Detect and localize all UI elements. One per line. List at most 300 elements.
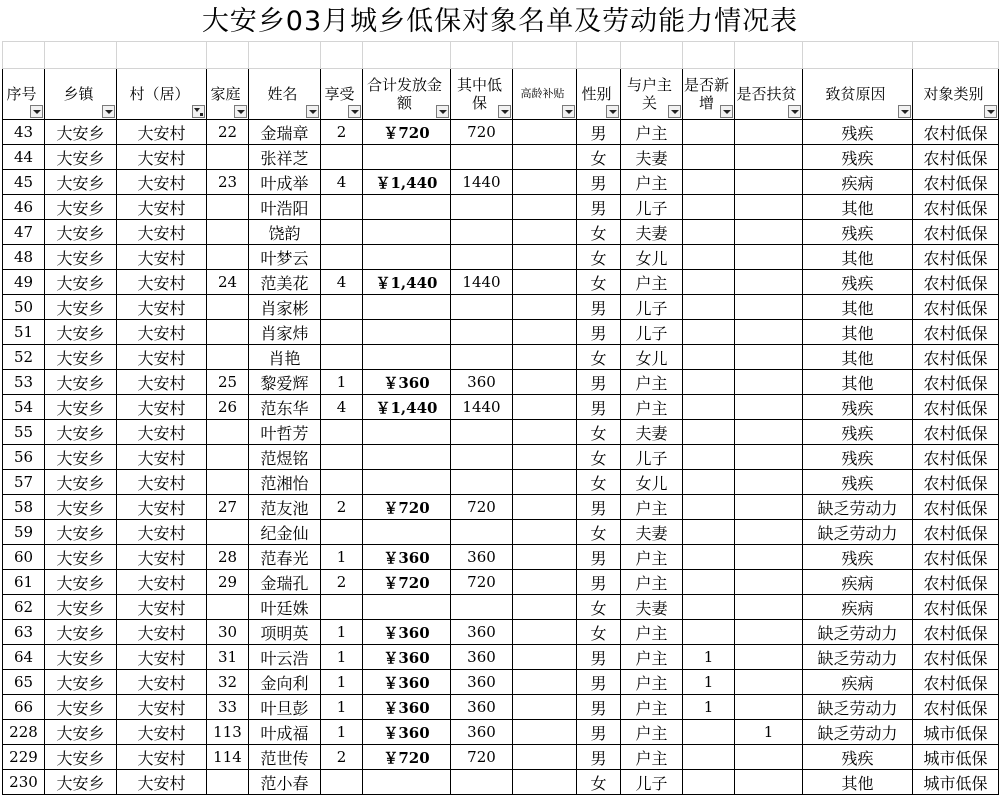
table-cell[interactable] [451,145,513,170]
table-cell[interactable]: 大安乡 [45,220,117,245]
table-cell[interactable] [513,295,577,320]
table-cell[interactable]: 1440 [451,395,513,420]
table-cell[interactable]: 范世传 [249,745,321,770]
table-cell[interactable]: 大安乡 [45,720,117,745]
table-cell[interactable]: 农村低保 [913,195,999,220]
filter-dropdown-icon[interactable] [788,105,801,118]
table-cell[interactable] [683,520,735,545]
table-cell[interactable]: 农村低保 [913,220,999,245]
table-cell[interactable] [735,145,803,170]
table-cell[interactable]: 农村低保 [913,570,999,595]
table-cell[interactable]: 女 [577,420,621,445]
table-cell[interactable]: 1 [735,720,803,745]
table-cell[interactable]: 饶韵 [249,220,321,245]
filter-dropdown-icon[interactable] [562,105,575,118]
table-cell[interactable]: 大安村 [117,745,207,770]
table-cell[interactable] [683,345,735,370]
table-cell[interactable]: ￥1,440 [363,270,451,295]
table-cell[interactable]: 4 [321,270,363,295]
filter-dropdown-icon[interactable] [498,105,511,118]
table-cell[interactable]: 户主 [621,695,683,720]
table-cell[interactable]: 大安村 [117,595,207,620]
table-cell[interactable]: 64 [3,645,45,670]
table-cell[interactable]: 1 [321,545,363,570]
table-cell[interactable]: 疾病 [803,170,913,195]
table-cell[interactable]: 大安乡 [45,120,117,145]
table-cell[interactable] [735,195,803,220]
table-cell[interactable]: 缺乏劳动力 [803,645,913,670]
table-cell[interactable]: 230 [3,770,45,795]
table-cell[interactable]: 户主 [621,495,683,520]
table-cell[interactable]: 叶梦云 [249,245,321,270]
table-cell[interactable]: 大安村 [117,545,207,570]
table-cell[interactable]: 大安村 [117,120,207,145]
table-cell[interactable]: 户主 [621,170,683,195]
table-cell[interactable]: 纪金仙 [249,520,321,545]
table-cell[interactable]: 大安乡 [45,395,117,420]
table-cell[interactable]: 大安村 [117,270,207,295]
table-cell[interactable] [683,370,735,395]
table-cell[interactable]: 大安乡 [45,745,117,770]
table-cell[interactable] [683,220,735,245]
table-cell[interactable]: 户主 [621,745,683,770]
table-cell[interactable] [451,520,513,545]
table-cell[interactable]: 50 [3,295,45,320]
table-cell[interactable]: 1 [321,370,363,395]
table-cell[interactable] [735,420,803,445]
table-cell[interactable]: 金瑞章 [249,120,321,145]
table-cell[interactable]: 缺乏劳动力 [803,695,913,720]
table-cell[interactable]: 男 [577,120,621,145]
table-cell[interactable]: 大安乡 [45,245,117,270]
table-cell[interactable]: 大安村 [117,445,207,470]
table-cell[interactable] [363,595,451,620]
table-cell[interactable]: 360 [451,645,513,670]
table-cell[interactable]: 49 [3,270,45,295]
table-cell[interactable] [683,545,735,570]
table-cell[interactable] [513,695,577,720]
table-cell[interactable]: 大安村 [117,395,207,420]
filter-dropdown-icon[interactable] [606,105,619,118]
table-cell[interactable]: 大安乡 [45,595,117,620]
table-cell[interactable] [735,745,803,770]
table-cell[interactable] [513,520,577,545]
filter-active-dropdown-icon[interactable] [192,105,205,118]
table-cell[interactable]: 户主 [621,720,683,745]
table-cell[interactable] [735,445,803,470]
table-cell[interactable]: 大安乡 [45,345,117,370]
table-cell[interactable] [513,245,577,270]
table-cell[interactable]: 大安村 [117,520,207,545]
table-cell[interactable] [683,495,735,520]
table-cell[interactable] [683,470,735,495]
table-cell[interactable]: 农村低保 [913,320,999,345]
table-cell[interactable] [683,120,735,145]
table-cell[interactable] [513,670,577,695]
table-cell[interactable]: 户主 [621,545,683,570]
table-cell[interactable]: 大安村 [117,245,207,270]
table-cell[interactable]: 城市低保 [913,720,999,745]
table-cell[interactable]: 女 [577,345,621,370]
table-cell[interactable]: 男 [577,170,621,195]
table-cell[interactable]: 大安乡 [45,295,117,320]
table-cell[interactable]: 1440 [451,170,513,195]
table-cell[interactable]: 农村低保 [913,120,999,145]
table-cell[interactable]: 360 [451,720,513,745]
table-cell[interactable] [735,395,803,420]
table-cell[interactable]: 农村低保 [913,270,999,295]
table-cell[interactable] [683,445,735,470]
table-cell[interactable] [513,595,577,620]
table-cell[interactable]: 大安乡 [45,170,117,195]
table-cell[interactable]: 43 [3,120,45,145]
table-cell[interactable]: 女儿 [621,470,683,495]
table-cell[interactable]: 28 [207,545,249,570]
table-cell[interactable] [321,520,363,545]
table-cell[interactable] [207,420,249,445]
table-cell[interactable]: 53 [3,370,45,395]
table-cell[interactable] [683,595,735,620]
table-cell[interactable]: 夫妻 [621,520,683,545]
table-cell[interactable]: 残疾 [803,270,913,295]
table-cell[interactable]: ￥720 [363,745,451,770]
table-cell[interactable] [207,145,249,170]
table-cell[interactable]: 大安乡 [45,695,117,720]
table-cell[interactable]: ￥360 [363,720,451,745]
table-cell[interactable]: 城市低保 [913,770,999,795]
table-cell[interactable]: 男 [577,720,621,745]
table-cell[interactable]: 叶廷姝 [249,595,321,620]
table-cell[interactable]: 儿子 [621,445,683,470]
table-cell[interactable]: 男 [577,670,621,695]
table-cell[interactable] [513,145,577,170]
table-cell[interactable]: 夫妻 [621,420,683,445]
table-cell[interactable]: 2 [321,495,363,520]
table-cell[interactable]: 360 [451,620,513,645]
table-cell[interactable] [683,245,735,270]
table-cell[interactable]: 女 [577,445,621,470]
table-cell[interactable]: ￥1,440 [363,395,451,420]
table-cell[interactable]: 51 [3,320,45,345]
table-cell[interactable] [513,220,577,245]
table-cell[interactable]: 720 [451,495,513,520]
table-cell[interactable]: 残疾 [803,395,913,420]
table-cell[interactable] [207,220,249,245]
table-cell[interactable]: 1 [683,695,735,720]
table-cell[interactable]: 2 [321,570,363,595]
table-cell[interactable]: 范湘怡 [249,470,321,495]
table-cell[interactable]: 大安村 [117,645,207,670]
table-cell[interactable]: 大安乡 [45,370,117,395]
table-cell[interactable]: 59 [3,520,45,545]
table-cell[interactable]: 儿子 [621,770,683,795]
table-cell[interactable] [513,470,577,495]
table-cell[interactable] [735,470,803,495]
table-cell[interactable] [207,470,249,495]
table-cell[interactable]: 肖艳 [249,345,321,370]
table-cell[interactable]: 66 [3,695,45,720]
table-cell[interactable]: 大安村 [117,670,207,695]
table-cell[interactable]: 叶成举 [249,170,321,195]
table-cell[interactable]: 户主 [621,670,683,695]
table-cell[interactable]: 33 [207,695,249,720]
table-cell[interactable]: 62 [3,595,45,620]
table-cell[interactable]: 大安村 [117,495,207,520]
table-cell[interactable]: 夫妻 [621,595,683,620]
table-cell[interactable]: 45 [3,170,45,195]
table-cell[interactable]: 114 [207,745,249,770]
table-cell[interactable]: 男 [577,545,621,570]
table-cell[interactable] [735,595,803,620]
table-cell[interactable] [451,320,513,345]
table-cell[interactable]: 大安乡 [45,420,117,445]
table-cell[interactable]: 大安乡 [45,195,117,220]
table-cell[interactable]: 户主 [621,270,683,295]
table-cell[interactable]: 范春光 [249,545,321,570]
filter-dropdown-icon[interactable] [984,105,997,118]
table-cell[interactable]: 女 [577,595,621,620]
table-cell[interactable] [207,245,249,270]
table-cell[interactable]: ￥720 [363,120,451,145]
table-cell[interactable] [683,745,735,770]
table-cell[interactable] [513,395,577,420]
table-cell[interactable]: 农村低保 [913,420,999,445]
table-cell[interactable] [683,570,735,595]
table-cell[interactable]: 大安村 [117,170,207,195]
table-cell[interactable]: 女儿 [621,345,683,370]
table-cell[interactable] [451,470,513,495]
table-cell[interactable] [207,295,249,320]
table-cell[interactable]: 大安村 [117,770,207,795]
table-cell[interactable]: 缺乏劳动力 [803,495,913,520]
table-cell[interactable]: 360 [451,545,513,570]
table-cell[interactable]: 大安乡 [45,145,117,170]
table-cell[interactable]: 农村低保 [913,545,999,570]
filter-dropdown-icon[interactable] [102,105,115,118]
filter-dropdown-icon[interactable] [306,105,319,118]
table-cell[interactable]: 1 [321,695,363,720]
table-cell[interactable]: 农村低保 [913,345,999,370]
table-cell[interactable] [207,345,249,370]
table-cell[interactable]: 大安村 [117,720,207,745]
table-cell[interactable]: 1 [321,720,363,745]
table-cell[interactable]: 63 [3,620,45,645]
table-cell[interactable]: 农村低保 [913,695,999,720]
table-cell[interactable]: 25 [207,370,249,395]
table-cell[interactable]: 范美花 [249,270,321,295]
table-cell[interactable]: 范小春 [249,770,321,795]
table-cell[interactable] [735,320,803,345]
table-cell[interactable]: 720 [451,745,513,770]
table-cell[interactable] [735,520,803,545]
table-cell[interactable] [683,295,735,320]
table-cell[interactable] [735,295,803,320]
table-cell[interactable] [363,245,451,270]
table-cell[interactable] [735,545,803,570]
table-cell[interactable] [513,370,577,395]
table-cell[interactable] [513,120,577,145]
table-cell[interactable]: 大安村 [117,420,207,445]
table-cell[interactable]: 2 [321,745,363,770]
table-cell[interactable] [451,345,513,370]
table-cell[interactable]: 46 [3,195,45,220]
table-cell[interactable]: 大安乡 [45,620,117,645]
table-cell[interactable]: 大安乡 [45,545,117,570]
table-cell[interactable]: 228 [3,720,45,745]
table-cell[interactable] [363,470,451,495]
table-cell[interactable] [683,195,735,220]
table-cell[interactable]: 男 [577,295,621,320]
table-cell[interactable]: 农村低保 [913,245,999,270]
table-cell[interactable]: 农村低保 [913,145,999,170]
table-cell[interactable]: 女 [577,520,621,545]
table-cell[interactable]: 残疾 [803,470,913,495]
table-cell[interactable] [513,745,577,770]
table-cell[interactable]: 1440 [451,270,513,295]
table-cell[interactable] [207,320,249,345]
table-cell[interactable] [513,495,577,520]
table-cell[interactable]: 其他 [803,345,913,370]
table-cell[interactable]: 男 [577,745,621,770]
table-cell[interactable]: 女儿 [621,245,683,270]
table-cell[interactable]: 农村低保 [913,445,999,470]
table-cell[interactable]: 儿子 [621,295,683,320]
table-cell[interactable]: 男 [577,695,621,720]
table-cell[interactable]: 大安村 [117,195,207,220]
table-cell[interactable]: 农村低保 [913,470,999,495]
table-cell[interactable]: ￥360 [363,670,451,695]
table-cell[interactable] [207,595,249,620]
table-cell[interactable]: 44 [3,145,45,170]
table-cell[interactable] [513,270,577,295]
table-cell[interactable]: 农村低保 [913,170,999,195]
table-cell[interactable]: 叶哲芳 [249,420,321,445]
table-cell[interactable] [207,195,249,220]
table-cell[interactable]: 范友池 [249,495,321,520]
table-cell[interactable]: ￥360 [363,695,451,720]
table-cell[interactable]: 720 [451,570,513,595]
table-cell[interactable]: 缺乏劳动力 [803,520,913,545]
table-cell[interactable] [513,445,577,470]
table-cell[interactable] [683,620,735,645]
table-cell[interactable]: 张祥芝 [249,145,321,170]
table-cell[interactable]: 4 [321,395,363,420]
table-cell[interactable] [735,120,803,145]
table-cell[interactable]: 360 [451,670,513,695]
table-cell[interactable] [451,770,513,795]
table-cell[interactable]: 农村低保 [913,370,999,395]
table-cell[interactable]: 56 [3,445,45,470]
table-cell[interactable]: 113 [207,720,249,745]
filter-dropdown-icon[interactable] [348,105,361,118]
table-cell[interactable] [683,320,735,345]
table-cell[interactable]: 48 [3,245,45,270]
table-cell[interactable]: 其他 [803,295,913,320]
table-cell[interactable] [451,595,513,620]
table-cell[interactable]: 夫妻 [621,145,683,170]
table-cell[interactable]: 52 [3,345,45,370]
table-cell[interactable]: 残疾 [803,145,913,170]
table-cell[interactable] [683,270,735,295]
table-cell[interactable]: ￥1,440 [363,170,451,195]
table-cell[interactable]: 缺乏劳动力 [803,620,913,645]
table-cell[interactable] [513,545,577,570]
table-cell[interactable] [321,145,363,170]
table-cell[interactable] [735,620,803,645]
table-cell[interactable] [321,445,363,470]
table-cell[interactable]: ￥720 [363,495,451,520]
table-cell[interactable] [735,570,803,595]
table-cell[interactable]: 农村低保 [913,295,999,320]
table-cell[interactable]: 1 [321,620,363,645]
table-cell[interactable] [735,770,803,795]
table-cell[interactable]: 女 [577,270,621,295]
table-cell[interactable] [683,170,735,195]
table-cell[interactable]: 残疾 [803,745,913,770]
table-cell[interactable]: 农村低保 [913,620,999,645]
table-cell[interactable]: 26 [207,395,249,420]
table-cell[interactable]: 4 [321,170,363,195]
table-cell[interactable]: 54 [3,395,45,420]
table-cell[interactable]: 大安乡 [45,470,117,495]
table-cell[interactable] [513,420,577,445]
table-cell[interactable]: 女 [577,770,621,795]
table-cell[interactable] [683,720,735,745]
filter-dropdown-icon[interactable] [720,105,733,118]
table-cell[interactable]: 农村低保 [913,495,999,520]
table-cell[interactable]: 大安村 [117,220,207,245]
table-cell[interactable]: 范东华 [249,395,321,420]
table-cell[interactable] [683,145,735,170]
table-cell[interactable] [363,420,451,445]
filter-dropdown-icon[interactable] [898,105,911,118]
table-cell[interactable] [683,395,735,420]
filter-dropdown-icon[interactable] [436,105,449,118]
table-cell[interactable]: 女 [577,145,621,170]
table-cell[interactable] [735,670,803,695]
table-cell[interactable] [735,220,803,245]
table-cell[interactable] [513,770,577,795]
table-cell[interactable]: 29 [207,570,249,595]
table-cell[interactable]: 肖家彬 [249,295,321,320]
table-cell[interactable]: 大安乡 [45,445,117,470]
table-cell[interactable] [321,595,363,620]
table-cell[interactable] [735,245,803,270]
table-cell[interactable]: 47 [3,220,45,245]
table-cell[interactable]: 大安乡 [45,270,117,295]
table-cell[interactable] [451,420,513,445]
table-cell[interactable]: 男 [577,395,621,420]
table-cell[interactable]: 疾病 [803,570,913,595]
table-cell[interactable]: 范煜铭 [249,445,321,470]
table-cell[interactable] [735,270,803,295]
table-cell[interactable] [363,445,451,470]
table-cell[interactable]: 23 [207,170,249,195]
table-cell[interactable]: 360 [451,370,513,395]
table-cell[interactable]: 1 [321,645,363,670]
table-cell[interactable] [363,320,451,345]
table-cell[interactable] [513,720,577,745]
table-cell[interactable]: ￥360 [363,370,451,395]
table-cell[interactable] [363,145,451,170]
table-cell[interactable]: 1 [321,670,363,695]
table-cell[interactable]: 残疾 [803,220,913,245]
table-cell[interactable]: 疾病 [803,595,913,620]
table-cell[interactable]: 农村低保 [913,595,999,620]
table-cell[interactable]: 女 [577,620,621,645]
table-cell[interactable] [683,770,735,795]
table-cell[interactable] [513,645,577,670]
